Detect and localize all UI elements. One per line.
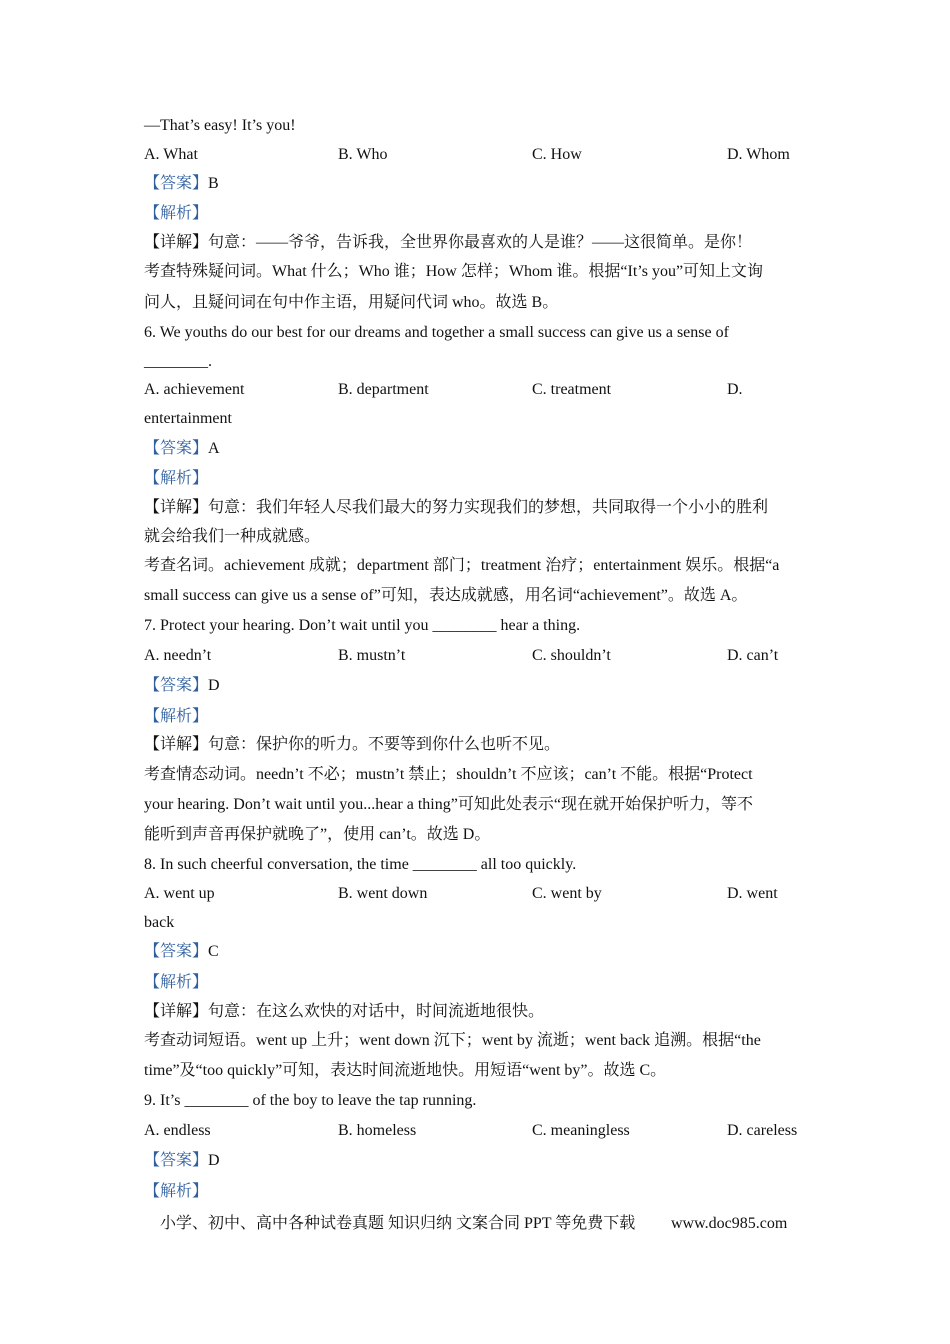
answer-tag: 【答案】 xyxy=(144,175,209,192)
q8-options xyxy=(0,884,806,904)
q7-analysis-tag: 【解析】 xyxy=(144,708,209,725)
detail-tag: 【详解】 xyxy=(144,234,209,251)
q8-option-a: A. went up xyxy=(144,885,215,902)
q6-stem-2: ________. xyxy=(144,353,212,370)
q6-detail-2: 就会给我们一种成就感。 xyxy=(144,528,321,545)
q6-option-d: D. xyxy=(727,381,743,398)
q8-option-d-wrap: back xyxy=(144,914,175,931)
q5-options xyxy=(0,145,806,165)
q8-answer xyxy=(144,942,219,962)
q8-option-c: C. went by xyxy=(532,885,602,902)
q5-option-b: B. Who xyxy=(338,146,388,163)
answer-tag: 【答案】 xyxy=(144,677,209,694)
q6-option-b: B. department xyxy=(338,381,429,398)
answer-tag: 【答案】 xyxy=(144,440,209,457)
q5-option-d: D. Whom xyxy=(727,146,790,163)
answer-value: C xyxy=(208,943,219,960)
q7-answer xyxy=(144,676,220,696)
page-footer xyxy=(0,1213,950,1235)
q6-detail-1 xyxy=(144,498,768,518)
answer-value: A xyxy=(208,440,220,457)
q5-reply: —That’s easy! It’s you! xyxy=(144,117,296,134)
q8-detail-2: 考查动词短语。went up 上升；went down 沉下；went by 流逝；went back 追溯。根据“the xyxy=(144,1032,761,1049)
q7-stem: 7. Protect your hearing. Don’t wait until you ________ hear a thing. xyxy=(144,617,581,634)
detail-text: 句意：在这么欢快的对话中，时间流逝地很快。 xyxy=(208,1003,545,1020)
q9-option-d: D. careless xyxy=(727,1122,798,1139)
answer-tag: 【答案】 xyxy=(144,1152,209,1169)
q7-option-c: C. shouldn’t xyxy=(532,647,611,664)
q5-analysis-tag: 【解析】 xyxy=(144,205,209,222)
q6-stem-1: 6. We youths do our best for our dreams and together a small success can give us a sense of xyxy=(144,324,729,341)
answer-value: B xyxy=(208,175,219,192)
q6-option-a: A. achievement xyxy=(144,381,245,398)
footer-promo-text: 小学、初中、高中各种试卷真题 知识归纳 文案合同 PPT 等免费下载 xyxy=(160,1215,636,1232)
q8-option-b: B. went down xyxy=(338,885,428,902)
q6-option-d-wrap: entertainment xyxy=(144,410,232,427)
answer-tag: 【答案】 xyxy=(144,943,209,960)
answer-value: D xyxy=(208,1152,220,1169)
footer-site-link[interactable]: www.doc985.com xyxy=(671,1215,788,1232)
q9-stem: 9. It’s ________ of the boy to leave the tap running. xyxy=(144,1092,477,1109)
q7-detail-1 xyxy=(144,735,560,755)
q8-detail-1 xyxy=(144,1002,544,1022)
detail-text: 句意：保护你的听力。不要等到你什么也听不见。 xyxy=(208,736,561,753)
q7-detail-2: 考查情态动词。needn’t 不必；mustn’t 禁止；shouldn’t 不应该；can’t 不能。根据“Protect xyxy=(144,766,753,783)
detail-text: 句意：——爷爷，告诉我，全世界你最喜欢的人是谁？——这很简单。是你！ xyxy=(208,234,753,251)
q9-option-b: B. homeless xyxy=(338,1122,417,1139)
detail-tag: 【详解】 xyxy=(144,499,209,516)
q8-option-d: D. went xyxy=(727,885,778,902)
q9-analysis-tag: 【解析】 xyxy=(144,1183,209,1200)
q7-detail-3: your hearing. Don’t wait until you...hear a thing”可知此处表示“现在就开始保护听力，等不 xyxy=(144,796,753,813)
q6-option-c: C. treatment xyxy=(532,381,612,398)
detail-text: 句意：我们年轻人尽我们最大的努力实现我们的梦想，共同取得一个小小的胜利 xyxy=(208,499,769,516)
q6-detail-3: 考查名词。achievement 成就；department 部门；treatment 治疗；entertainment 娱乐。根据“a xyxy=(144,557,780,574)
q8-detail-3: time”及“too quickly”可知，表达时间流逝地快。用短语“went by”。故选 C。 xyxy=(144,1062,667,1079)
q5-detail-1 xyxy=(144,233,752,253)
q6-options xyxy=(0,380,806,400)
q7-option-d: D. can’t xyxy=(727,647,779,664)
answer-value: D xyxy=(208,677,220,694)
q5-detail-2: 考查特殊疑问词。What 什么；Who 谁；How 怎样；Whom 谁。根据“It’s you”可知上文询 xyxy=(144,263,764,280)
detail-tag: 【详解】 xyxy=(144,1003,209,1020)
q5-option-a: A. What xyxy=(144,146,198,163)
q5-detail-3: 问人，且疑问词在句中作主语，用疑问代词 who。故选 B。 xyxy=(144,294,559,311)
q9-options xyxy=(0,1121,806,1141)
q8-analysis-tag: 【解析】 xyxy=(144,974,209,991)
q5-answer xyxy=(144,174,219,194)
q6-analysis-tag: 【解析】 xyxy=(144,470,209,487)
detail-tag: 【详解】 xyxy=(144,736,209,753)
q7-option-a: A. needn’t xyxy=(144,647,212,664)
q5-option-c: C. How xyxy=(532,146,582,163)
q7-option-b: B. mustn’t xyxy=(338,647,406,664)
q9-answer xyxy=(144,1151,220,1171)
q6-answer xyxy=(144,439,220,459)
q9-option-c: C. meaningless xyxy=(532,1122,630,1139)
q8-stem: 8. In such cheerful conversation, the time ________ all too quickly. xyxy=(144,856,577,873)
q9-option-a: A. endless xyxy=(144,1122,211,1139)
q6-detail-4: small success can give us a sense of”可知，表达成就感，用名词“achievement”。故选 A。 xyxy=(144,587,748,604)
q7-detail-4: 能听到声音再保护就晚了”，使用 can’t。故选 D。 xyxy=(144,826,491,843)
q7-options xyxy=(0,646,806,666)
